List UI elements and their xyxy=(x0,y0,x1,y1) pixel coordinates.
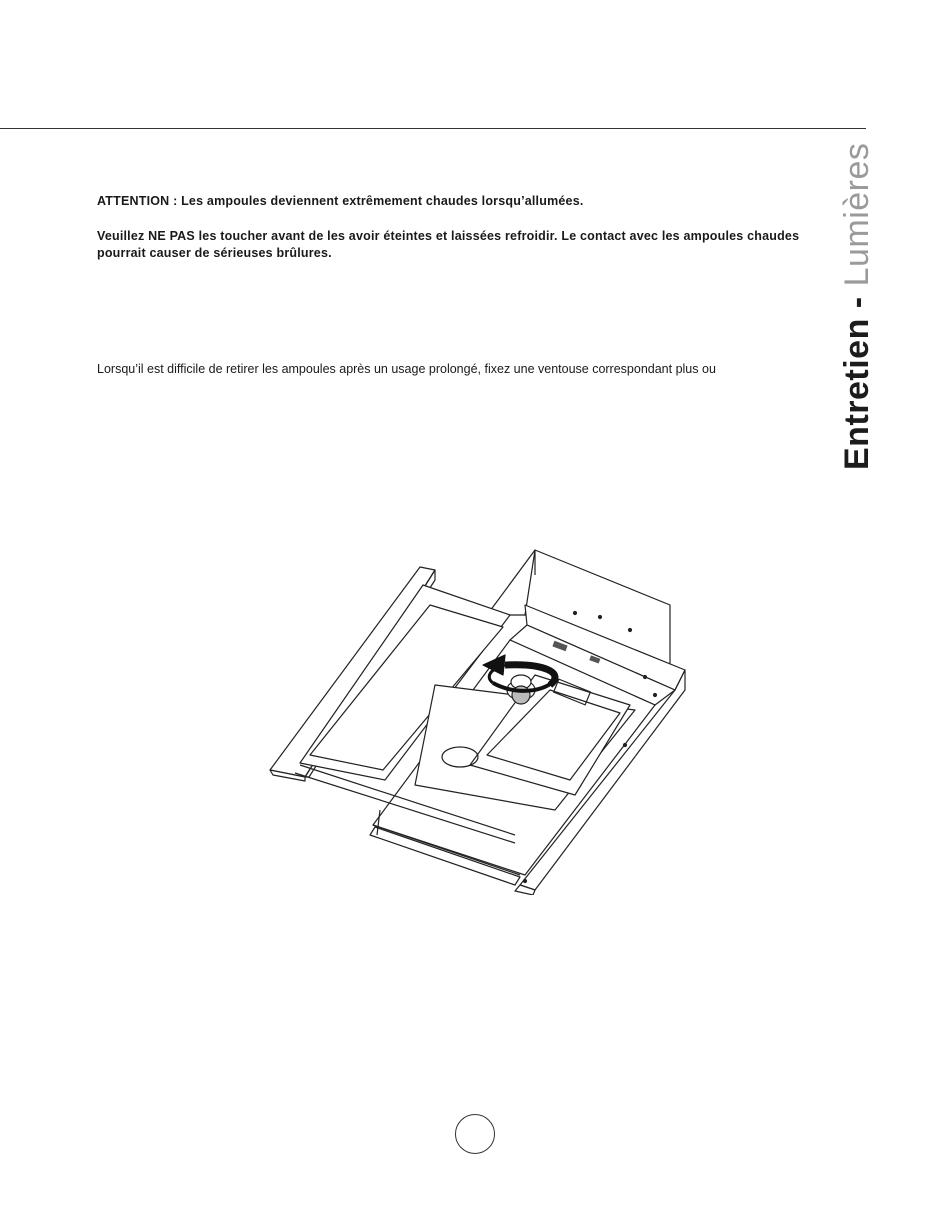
header-rule xyxy=(0,128,866,129)
section-title-main: Entretien - xyxy=(838,296,876,470)
section-title-sub: Lumières xyxy=(838,142,876,297)
instruction-paragraph: Lorsqu’il est difficile de retirer les ampoules après un usage prolongé, fixez une ventouse correspondant plus ou xyxy=(97,362,716,376)
page-number-circle xyxy=(455,1114,495,1154)
warning-heading: ATTENTION : Les ampoules deviennent extrêmement chaudes lorsqu’allumées. xyxy=(97,194,584,208)
section-title xyxy=(827,142,887,470)
range-hood-light-removal-illustration xyxy=(265,545,695,895)
warning-text: Veuillez NE PAS les toucher avant de les avoir éteintes et laissées refroidir. Le contact avec les ampoules chaudes pourrait causer de sérieuses brûlures. xyxy=(97,229,800,260)
